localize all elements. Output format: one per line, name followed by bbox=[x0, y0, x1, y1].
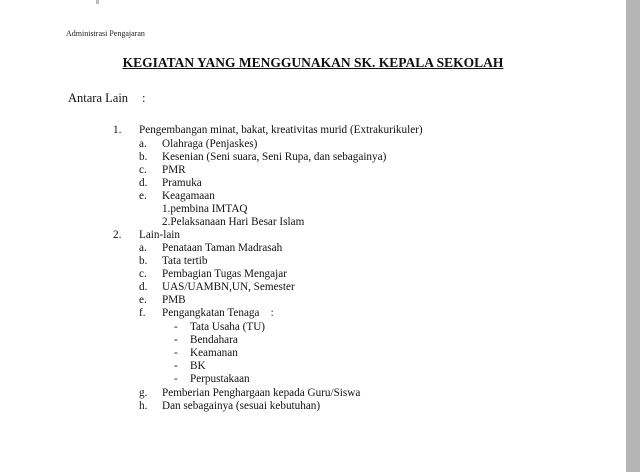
sub-marker: c. bbox=[139, 164, 147, 176]
tenaga-text: Perpustakaan bbox=[190, 373, 250, 385]
tenaga-text: Tata Usaha (TU) bbox=[190, 321, 266, 333]
sub-marker: d. bbox=[139, 177, 148, 189]
page-header: Administrasi Pengajaran bbox=[66, 29, 145, 38]
sub-text: Olahraga (Penjaskes) bbox=[162, 138, 258, 150]
dash-marker: - bbox=[174, 360, 178, 372]
sub-marker: f. bbox=[139, 307, 146, 319]
document-title: KEGIATAN YANG MENGGUNAKAN SK. KEPALA SEKOLAH bbox=[122, 55, 504, 70]
sub-text: Penataan Taman Madrasah bbox=[162, 242, 283, 254]
sub-marker: e. bbox=[139, 190, 147, 202]
sub-marker: a. bbox=[139, 242, 147, 254]
tenaga-text: BK bbox=[190, 360, 206, 372]
sub-text: Tata tertib bbox=[162, 255, 208, 267]
dash-marker: - bbox=[174, 321, 178, 333]
sub-text: Keagamaan bbox=[162, 190, 215, 202]
sub-text: Pengangkatan Tenaga : bbox=[162, 307, 274, 319]
sub-marker: a. bbox=[139, 138, 147, 150]
sub-text: Kesenian (Seni suara, Seni Rupa, dan sebagainya) bbox=[162, 151, 387, 163]
sub-text: Dan sebagainya (sesuai kebutuhan) bbox=[162, 400, 321, 412]
keagamaan-text: 1.pembina IMTAQ bbox=[162, 203, 248, 215]
sub-marker: b. bbox=[139, 255, 148, 267]
sub-marker: h. bbox=[139, 400, 148, 412]
list-number: 2. bbox=[113, 229, 122, 241]
dash-marker: - bbox=[174, 373, 178, 385]
sub-text: PMR bbox=[162, 164, 186, 176]
sub-text: Pramuka bbox=[162, 177, 202, 189]
sub-marker: g. bbox=[139, 387, 148, 399]
window-scroll-area[interactable] bbox=[626, 0, 640, 472]
sub-text: Pembagian Tugas Mengajar bbox=[162, 268, 287, 280]
sub-text: PMB bbox=[162, 294, 186, 306]
ruler-marker bbox=[96, 0, 99, 4]
sub-marker: c. bbox=[139, 268, 147, 280]
sub-marker: d. bbox=[139, 281, 148, 293]
list-item-text: Pengembangan minat, bakat, kreativitas murid (Extrakurikuler) bbox=[139, 124, 423, 136]
sub-text: UAS/UAMBN,UN, Semester bbox=[162, 281, 295, 293]
intro-label: Antara Lain bbox=[68, 91, 129, 105]
sub-marker: e. bbox=[139, 294, 147, 306]
tenaga-text: Bendahara bbox=[190, 334, 238, 346]
list-number: 1. bbox=[113, 124, 122, 136]
intro-colon: : bbox=[142, 91, 146, 105]
intro-line bbox=[68, 91, 146, 106]
list-item-text: Lain-lain bbox=[139, 229, 181, 241]
dash-marker: - bbox=[174, 347, 178, 359]
tenaga-text: Keamanan bbox=[190, 347, 238, 359]
dash-marker: - bbox=[174, 334, 178, 346]
sub-marker: b. bbox=[139, 151, 148, 163]
keagamaan-text: 2.Pelaksanaan Hari Besar Islam bbox=[162, 216, 305, 228]
sub-text: Pemberian Penghargaan kepada Guru/Siswa bbox=[162, 387, 361, 399]
